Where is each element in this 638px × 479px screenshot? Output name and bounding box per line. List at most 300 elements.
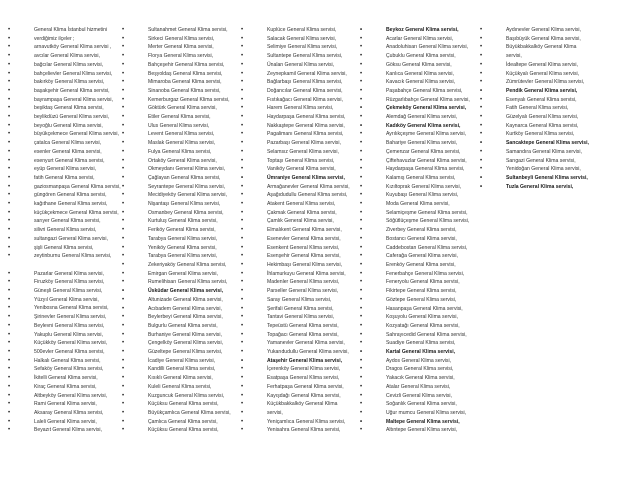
list-item-text: Söğütlüçeşme General Klima servisi,	[386, 218, 470, 225]
bullet-icon: •	[480, 27, 483, 33]
list-item-text: Üsküdar General Klima servisi,	[148, 288, 224, 295]
list-item	[360, 418, 481, 427]
list-item-text: Ümraniye General Klima servisi,	[267, 174, 345, 181]
list-item-text: İkitelli General Klima servisi,	[34, 375, 98, 382]
bullet-icon: •	[8, 61, 11, 68]
list-item-text: şişli General Klima servisi,	[34, 244, 94, 251]
bullet-icon: •	[360, 244, 363, 251]
list-item-text: Samandıra General Klima servisi,	[506, 148, 582, 155]
bullet-icon: •	[480, 96, 483, 103]
list-item	[360, 35, 481, 44]
bullet-icon: •	[122, 409, 125, 416]
list-item-text: Suadiye General Klima servisi,	[386, 340, 456, 347]
list-item-text: Kısıklı General Klima servisi,	[148, 375, 213, 382]
list-item	[241, 313, 362, 322]
list-item	[122, 313, 243, 322]
bullet-icon: •	[241, 279, 244, 286]
bullet-icon: •	[360, 401, 363, 408]
bullet-icon: •	[360, 183, 363, 190]
list-item	[8, 244, 124, 253]
list-item-text: Kadıköy General Klima servisi,	[386, 122, 461, 129]
list-item-text: Etiler General Klima servisi,	[148, 114, 211, 121]
list-1	[8, 26, 124, 435]
list-item	[122, 35, 243, 44]
bullet-icon: •	[480, 174, 483, 181]
list-item	[241, 270, 362, 279]
list-item-text: Esenevler General Klima servisi,	[267, 235, 341, 242]
list-item	[122, 139, 243, 148]
bullet-icon: •	[241, 357, 244, 364]
bullet-icon: •	[122, 418, 125, 425]
bullet-icon: •	[8, 349, 11, 355]
bullet-icon: •	[8, 35, 11, 42]
bullet-icon: •	[8, 322, 11, 329]
bullet-icon: •	[241, 383, 244, 390]
list-item	[360, 157, 481, 166]
bullet-icon: •	[8, 409, 11, 416]
list-item	[241, 235, 362, 244]
list-item-text: Şirinevler General Klima servisi,	[34, 314, 107, 321]
list-item	[122, 418, 243, 427]
bullet-icon: •	[122, 288, 125, 295]
list-item-text: Uğur mumcu General Klima servisi,	[386, 409, 467, 416]
list-item	[360, 270, 481, 279]
bullet-icon: •	[8, 209, 11, 216]
list-item	[360, 357, 481, 366]
list-item-text: Ortaköy General Klima servisi,	[148, 157, 217, 164]
list-item	[241, 52, 362, 61]
bullet-icon: •	[360, 340, 363, 347]
bullet-icon: •	[360, 322, 363, 329]
list-item	[360, 61, 481, 70]
list-item	[241, 104, 362, 113]
list-item	[241, 61, 362, 70]
list-item-text: Rumelihisarı General Klima servisi,	[148, 279, 228, 286]
list-item-text: Kurtuluş General Klima servisi,	[148, 218, 218, 225]
list-item	[8, 61, 124, 70]
bullet-icon: •	[241, 314, 244, 321]
list-item	[8, 287, 124, 296]
list-item	[122, 226, 243, 235]
list-item	[8, 209, 124, 218]
bullet-icon: •	[241, 166, 244, 173]
bullet-icon: •	[8, 70, 11, 77]
list-item	[122, 104, 243, 113]
list-item-text: Beykoz General Klima servisi,	[386, 27, 459, 33]
list-item	[241, 43, 362, 52]
list-item	[122, 296, 243, 305]
list-item-text: Pagalimanı General Klima servisi,	[267, 131, 344, 138]
list-item	[8, 226, 124, 235]
bullet-icon: •	[8, 79, 11, 86]
list-item	[122, 174, 243, 183]
bullet-icon: •	[241, 288, 244, 295]
list-item-text: Seyrantepe General Klima servisi,	[148, 183, 226, 190]
bullet-icon: •	[122, 244, 125, 251]
bullet-icon: •	[8, 366, 11, 373]
list-item-text: bahçelievler General Klima servisi,	[34, 70, 113, 77]
list-item	[241, 426, 362, 435]
list-item	[122, 157, 243, 166]
bullet-icon: •	[480, 183, 483, 190]
list-item-text: beşiktaş General Klima servisi,	[34, 105, 104, 112]
bullet-icon: •	[122, 209, 125, 216]
list-item	[360, 78, 481, 87]
list-item-text: 500evler General Klima servisi,	[34, 349, 105, 355]
list-item-text: Paşabahçe General Klima servisi,	[386, 87, 463, 94]
bullet-icon: •	[360, 122, 363, 129]
list-item-text: Bostancı General Klima servisi,	[386, 235, 457, 242]
list-item	[241, 322, 362, 331]
list-item-text: Emirgan General Klima servisi,	[148, 270, 218, 277]
list-item-text: Atakent General Klima servisi,	[267, 201, 336, 208]
list-4	[360, 26, 481, 435]
list-item	[360, 252, 481, 261]
bullet-icon: •	[122, 383, 125, 390]
list-item-text: Zümrütevler General Klima servisi,	[506, 79, 585, 86]
list-item-text: Sultanbeyli General Klima servisi,	[506, 174, 588, 181]
list-item-text: Başıbüyük General Klima servisi,	[506, 35, 581, 42]
bullet-icon: •	[241, 87, 244, 94]
bullet-icon: •	[360, 35, 363, 42]
list-item	[8, 104, 124, 113]
column-2	[122, 26, 243, 435]
column-5	[480, 26, 601, 191]
list-item-text: Maltepe General Klima servisi,	[386, 418, 460, 425]
bullet-icon: •	[122, 148, 125, 155]
list-item	[360, 348, 481, 357]
bullet-icon: •	[8, 122, 11, 129]
bullet-icon: •	[8, 192, 11, 199]
list-item-text: kağıthane General Klima servisi,	[34, 201, 108, 208]
list-item-text: Hasanpaşa General Klima servisi,	[386, 305, 463, 312]
list-item-text: Haydarpaşa General Klima servisi,	[267, 114, 346, 121]
list-item-text: Halkalı General Klima servisi,	[34, 357, 101, 364]
list-item-text: Çekmeköy General Klima servisi,	[386, 105, 467, 112]
bullet-icon: •	[241, 131, 244, 138]
list-item-text: Cevizli General Klima servisi,	[386, 392, 452, 399]
bullet-icon: •	[8, 131, 11, 138]
list-item-text: Ulus General Klima servisi,	[148, 122, 210, 129]
bullet-icon: •	[360, 270, 363, 277]
list-item-text: Ataşehir General Klima servisi,	[267, 357, 343, 364]
bullet-icon: •	[8, 314, 11, 321]
list-item-text: Koşuyolu General Klima servisi,	[386, 314, 458, 321]
bullet-icon: •	[241, 105, 244, 112]
list-item	[480, 139, 601, 148]
list-item-text: Firuzköy General Klima servisi,	[34, 279, 105, 286]
bullet-icon: •	[241, 114, 244, 121]
list-item	[8, 217, 124, 226]
list-item	[360, 217, 481, 226]
list-item	[122, 70, 243, 79]
list-item-text: Tuzla General Klima servisi,	[506, 183, 574, 190]
list-item-text: Saray General Klima servisi,	[267, 296, 332, 303]
list-item	[360, 313, 481, 322]
list-item-text: büyükçekmece General Klima servisi,	[34, 131, 119, 138]
list-item	[360, 400, 481, 409]
list-item-text: Yeniköy General Klima servisi,	[148, 244, 217, 251]
list-item	[122, 43, 243, 52]
list-item-text: Esenkent General Klima servisi,	[267, 244, 340, 251]
list-item	[360, 200, 481, 209]
bullet-icon: •	[122, 357, 125, 364]
bullet-icon: •	[360, 70, 363, 77]
bullet-icon: •	[360, 261, 363, 268]
bullet-icon: •	[8, 157, 11, 164]
list-item-text: Fenerbahçe General Klima servisi,	[386, 270, 465, 277]
bullet-icon: •	[8, 279, 11, 286]
list-item	[241, 374, 362, 383]
list-item	[480, 52, 601, 61]
list-item	[8, 70, 124, 79]
bullet-icon: •	[122, 192, 125, 199]
list-item-text: Ayrılıkçeşme General Klima servisi,	[386, 131, 467, 138]
bullet-icon: •	[360, 331, 363, 338]
bullet-icon: •	[360, 218, 363, 225]
list-item-text: Maslak General Klima servisi,	[148, 140, 216, 147]
bullet-icon: •	[8, 296, 11, 303]
bullet-icon: •	[241, 44, 244, 51]
list-item-text: Sarıgazi General Klima servisi,	[506, 157, 576, 164]
list-item	[360, 43, 481, 52]
bullet-icon: •	[122, 270, 125, 277]
bullet-icon: •	[8, 288, 11, 295]
bullet-icon: •	[480, 87, 483, 94]
list-item	[480, 96, 601, 105]
list-item	[122, 209, 243, 218]
list-item	[360, 104, 481, 113]
bullet-icon: •	[360, 87, 363, 94]
bullet-icon: •	[122, 61, 125, 68]
bullet-icon: •	[241, 366, 244, 373]
list-item-text: Yamanevler General Klima servisi,	[267, 340, 345, 347]
bullet-icon: •	[122, 340, 125, 347]
bullet-icon: •	[360, 140, 363, 147]
bullet-icon: •	[122, 427, 125, 434]
list-item	[8, 26, 124, 35]
list-item-text: Tantavi General Klima servisi,	[267, 314, 335, 321]
bullet-icon: •	[360, 148, 363, 155]
list-item-text: silivri General Klima servisi,	[34, 227, 97, 234]
list-item	[241, 409, 362, 418]
list-item-text: Kuplüce General Klima servisi,	[267, 27, 337, 33]
list-item-text: Levent General Klima servisi,	[148, 131, 215, 138]
list-item	[241, 252, 362, 261]
bullet-icon: •	[122, 87, 125, 94]
list-item-text: Sultantepe General Klima servisi,	[267, 53, 343, 60]
bullet-icon: •	[8, 44, 11, 51]
list-item	[241, 418, 362, 427]
list-item	[360, 226, 481, 235]
list-item-text: çatalca General Klima servisi,	[34, 140, 102, 147]
list-item	[241, 392, 362, 401]
list-item-text: Çengelköy General Klima servisi,	[148, 340, 224, 347]
list-item	[122, 348, 243, 357]
list-item	[8, 235, 124, 244]
list-item-text: Esenşehir General Klima servisi,	[267, 253, 341, 260]
bullet-icon: •	[241, 122, 244, 129]
column-4	[360, 26, 481, 435]
bullet-icon: •	[241, 35, 244, 42]
list-item-text: Kandilli General Klima servisi,	[148, 366, 216, 373]
bullet-icon: •	[360, 279, 363, 286]
list-item-text: Erenköy General Klima servisi,	[386, 261, 456, 268]
list-item	[8, 392, 124, 401]
list-item	[241, 365, 362, 374]
list-item	[480, 26, 601, 35]
bullet-icon: •	[241, 427, 244, 434]
list-item	[8, 339, 124, 348]
list-item-text: Caferağa General Klima servisi,	[386, 253, 458, 260]
list-item-text: Sinanoba General Klima servisi,	[148, 87, 221, 94]
bullet-icon: •	[8, 227, 11, 234]
list-item	[8, 183, 124, 192]
list-item-text: Rüzgarlıbahçe General Klima servisi,	[386, 96, 470, 103]
list-item	[360, 296, 481, 305]
bullet-icon: •	[360, 53, 363, 60]
list-item	[8, 418, 124, 427]
list-item-text: Kuzguncuk General Klima servisi,	[148, 392, 225, 399]
list-item	[241, 78, 362, 87]
list-item	[241, 217, 362, 226]
list-item	[8, 113, 124, 122]
list-item-text: Çamlık General Klima servisi,	[267, 218, 334, 225]
list-item	[8, 191, 124, 200]
list-item-text: Pendik General Klima servisi,	[506, 87, 578, 94]
bullet-icon: •	[122, 70, 125, 77]
list-item	[360, 165, 481, 174]
bullet-icon: •	[122, 96, 125, 103]
bullet-icon: •	[480, 131, 483, 138]
list-item	[122, 392, 243, 401]
list-item-text: Yakacık General Klima servisi,	[386, 375, 455, 382]
bullet-icon: •	[480, 79, 483, 86]
list-item	[241, 296, 362, 305]
bullet-icon: •	[8, 357, 11, 364]
list-item	[241, 130, 362, 139]
list-item	[480, 183, 601, 192]
bullet-icon: •	[480, 148, 483, 155]
bullet-icon: •	[241, 270, 244, 277]
bullet-icon: •	[360, 357, 363, 364]
bullet-icon: •	[241, 174, 244, 181]
list-item-text: Göktürk General Klima servisi,	[148, 105, 217, 112]
bullet-icon: •	[8, 183, 11, 190]
list-item	[8, 357, 124, 366]
list-item-text: avcılar General Klima servisi,	[34, 53, 100, 60]
list-item-text: Harem General Klima servisi,	[267, 105, 334, 112]
list-item-text: Vaniköy General Klima servisi,	[267, 166, 336, 173]
list-item	[480, 113, 601, 122]
bullet-icon: •	[360, 349, 363, 356]
list-item-text: Merter General Klima servisi,	[148, 44, 214, 51]
bullet-icon: •	[241, 140, 244, 147]
bullet-icon: •	[8, 383, 11, 390]
list-item	[8, 270, 124, 279]
list-item	[8, 313, 124, 322]
bullet-icon: •	[360, 209, 363, 216]
list-item	[241, 35, 362, 44]
list-item-text: Moda General Klima servisi,	[386, 201, 450, 208]
list-item-text: güngören General Klima servisi,	[34, 192, 107, 199]
list-item-text: Kartal General Klima servisi,	[386, 349, 456, 356]
list-item	[360, 244, 481, 253]
list-item-text: Kuleli General Klima servisi,	[148, 383, 212, 390]
bullet-icon: •	[122, 218, 125, 225]
bullet-icon: •	[8, 340, 11, 347]
list-item	[8, 331, 124, 340]
bullet-icon: •	[241, 183, 244, 190]
bullet-icon: •	[241, 192, 244, 199]
bullet-icon: •	[241, 253, 244, 260]
list-item-text: Çemenzar General Klima servisi,	[386, 148, 461, 155]
list-item-text: Burhaniye General Klima servisi,	[148, 331, 222, 338]
list-item	[122, 200, 243, 209]
list-item-text: Fikirtepe General Klima servisi,	[386, 288, 457, 295]
list-item	[480, 157, 601, 166]
list-item-text: esenyurt General Klima servisi,	[34, 157, 105, 164]
list-item	[360, 374, 481, 383]
list-item-text: Madenler General Klima servisi,	[267, 279, 340, 286]
bullet-icon: •	[480, 70, 483, 77]
list-item	[360, 209, 481, 218]
list-item	[241, 261, 362, 270]
bullet-icon: •	[122, 375, 125, 382]
bullet-icon: •	[480, 53, 483, 60]
list-item	[241, 209, 362, 218]
list-item	[8, 148, 124, 157]
bullet-icon: •	[122, 366, 125, 373]
bullet-icon: •	[8, 305, 11, 312]
bullet-icon: •	[360, 27, 363, 33]
bullet-icon: •	[122, 261, 125, 268]
list-item-text: Ünalan General Klima servisi,	[267, 61, 335, 68]
bullet-icon: •	[8, 392, 11, 399]
list-item	[360, 322, 481, 331]
list-item	[360, 305, 481, 314]
list-item-text: İdealtepe General Klima servisi,	[506, 61, 578, 68]
list-item-text: Toptaşı General Klima servisi,	[267, 157, 335, 164]
bullet-icon: •	[122, 105, 125, 112]
list-item	[360, 70, 481, 79]
list-item	[122, 183, 243, 192]
list-item	[241, 191, 362, 200]
list-item-text: Küçükyalı General Klima servisi,	[506, 70, 580, 77]
bullet-icon: •	[122, 79, 125, 86]
bullet-icon: •	[480, 61, 483, 68]
list-item-text: Yukarıdudullu General Klima servisi,	[267, 349, 349, 356]
list-item-text: Sancaktepe General Klima servisi,	[506, 140, 589, 147]
bullet-icon: •	[360, 131, 363, 138]
list-item-text: Kızıltoprak General Klima servisi,	[386, 183, 462, 190]
list-item	[360, 261, 481, 270]
list-item-text: Altıntepe General Klima servisi,	[386, 427, 458, 434]
list-item-text: Küçükbakkalköy General Klima	[267, 401, 338, 408]
list-item-text: Armağanevler General Klima servisi,	[267, 183, 350, 190]
bullet-icon: •	[8, 270, 11, 277]
list-item-text: Okmeydanı General Klima servisi,	[148, 166, 225, 173]
list-item-text: Kurtköy General Klima servisi,	[506, 131, 575, 138]
bullet-icon: •	[8, 244, 11, 251]
bullet-icon: •	[8, 140, 11, 147]
bullet-icon: •	[241, 235, 244, 242]
bullet-icon: •	[360, 235, 363, 242]
list-item	[8, 35, 124, 44]
bullet-icon: •	[360, 375, 363, 382]
bullet-icon: •	[241, 96, 244, 103]
list-item-text: Göksu General Klima servisi,	[386, 61, 452, 68]
